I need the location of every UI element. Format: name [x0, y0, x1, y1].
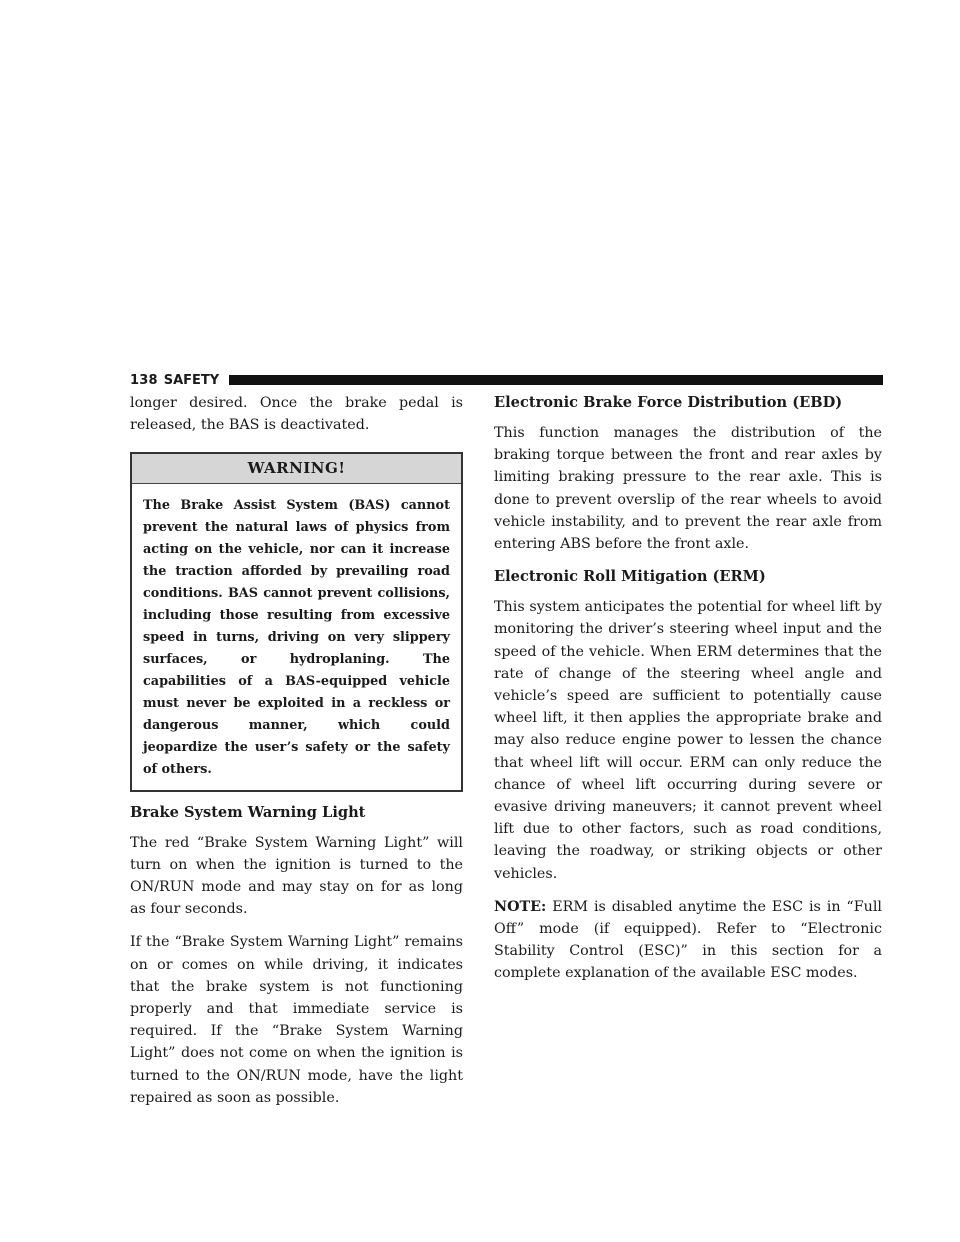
note-label: NOTE: [494, 898, 547, 915]
note-paragraph [494, 896, 882, 985]
header-rule [229, 375, 883, 385]
bswl-heading: Brake System Warning Light [130, 803, 366, 821]
bswl-paragraph-1: The red “Brake System Warning Light” will turn on when the ignition is turned to the ON/RUN mode and may stay on for as long as four seconds. [130, 834, 463, 918]
note-text: ERM is disabled anytime the ESC is in “Full Off” mode (if equipped). Refer to “Electronic Stability Control (ESC)” in this section for a complete explanation of the available ESC modes. [494, 898, 882, 982]
left-column [130, 392, 463, 1120]
right-column [494, 392, 882, 996]
warning-text: The Brake Assist System (BAS) cannot prevent the natural laws of physics from acting on the vehicle, nor can it increase the traction afforded by prevailing road conditions. BAS cannot prevent collisions, including those resulting from excessive speed in turns, driving on very slippery surfaces, or hydroplaning. The capabilities of a BAS-equipped vehicle must never be exploited in a reckless or dangerous manner, which could jeopardize the user’s safety or the safety of others. [143, 497, 450, 777]
page-number: 138 [130, 372, 158, 388]
section-title: SAFETY [163, 372, 220, 388]
warning-box [130, 452, 463, 791]
page-header [130, 370, 883, 390]
intro-paragraph: longer desired. Once the brake pedal is released, the BAS is deactivated. [130, 395, 463, 434]
bswl-paragraph-2: If the “Brake System Warning Light” remains on or comes on while driving, it indicates that the brake system is not functioning properly and that immediate service is required. If the “Brake System Warning Light” does not come on when the ignition is turned to the ON/RUN mode, have the light repaired as soon as possible. [130, 934, 463, 1106]
erm-heading: Electronic Roll Mitigation (ERM) [494, 568, 766, 586]
erm-paragraph: This system anticipates the potential for wheel lift by monitoring the driver’s steering wheel input and the speed of the vehicle. When ERM determines that the rate of change of the steering wheel angle and vehicle’s speed are sufficient to potentially cause wheel lift, it then applies the appropriate brake and may also reduce engine power to lessen the chance that wheel lift will occur. ERM can only reduce the chance of wheel lift occurring during severe or evasive driving maneuvers; it cannot prevent wheel lift due to other factors, such as road conditions, leaving the roadway, or striking objects or other vehicles. [494, 599, 882, 882]
ebd-paragraph: This function manages the distribution of the braking torque between the front and rear axles by limiting braking pressure to the rear axle. This is done to prevent overslip of the rear wheels to avoid vehicle instability, and to prevent the rear axle from entering ABS before the front axle. [494, 425, 882, 553]
ebd-heading: Electronic Brake Force Distribution (EBD) [494, 394, 843, 411]
warning-title: WARNING! [132, 454, 461, 483]
